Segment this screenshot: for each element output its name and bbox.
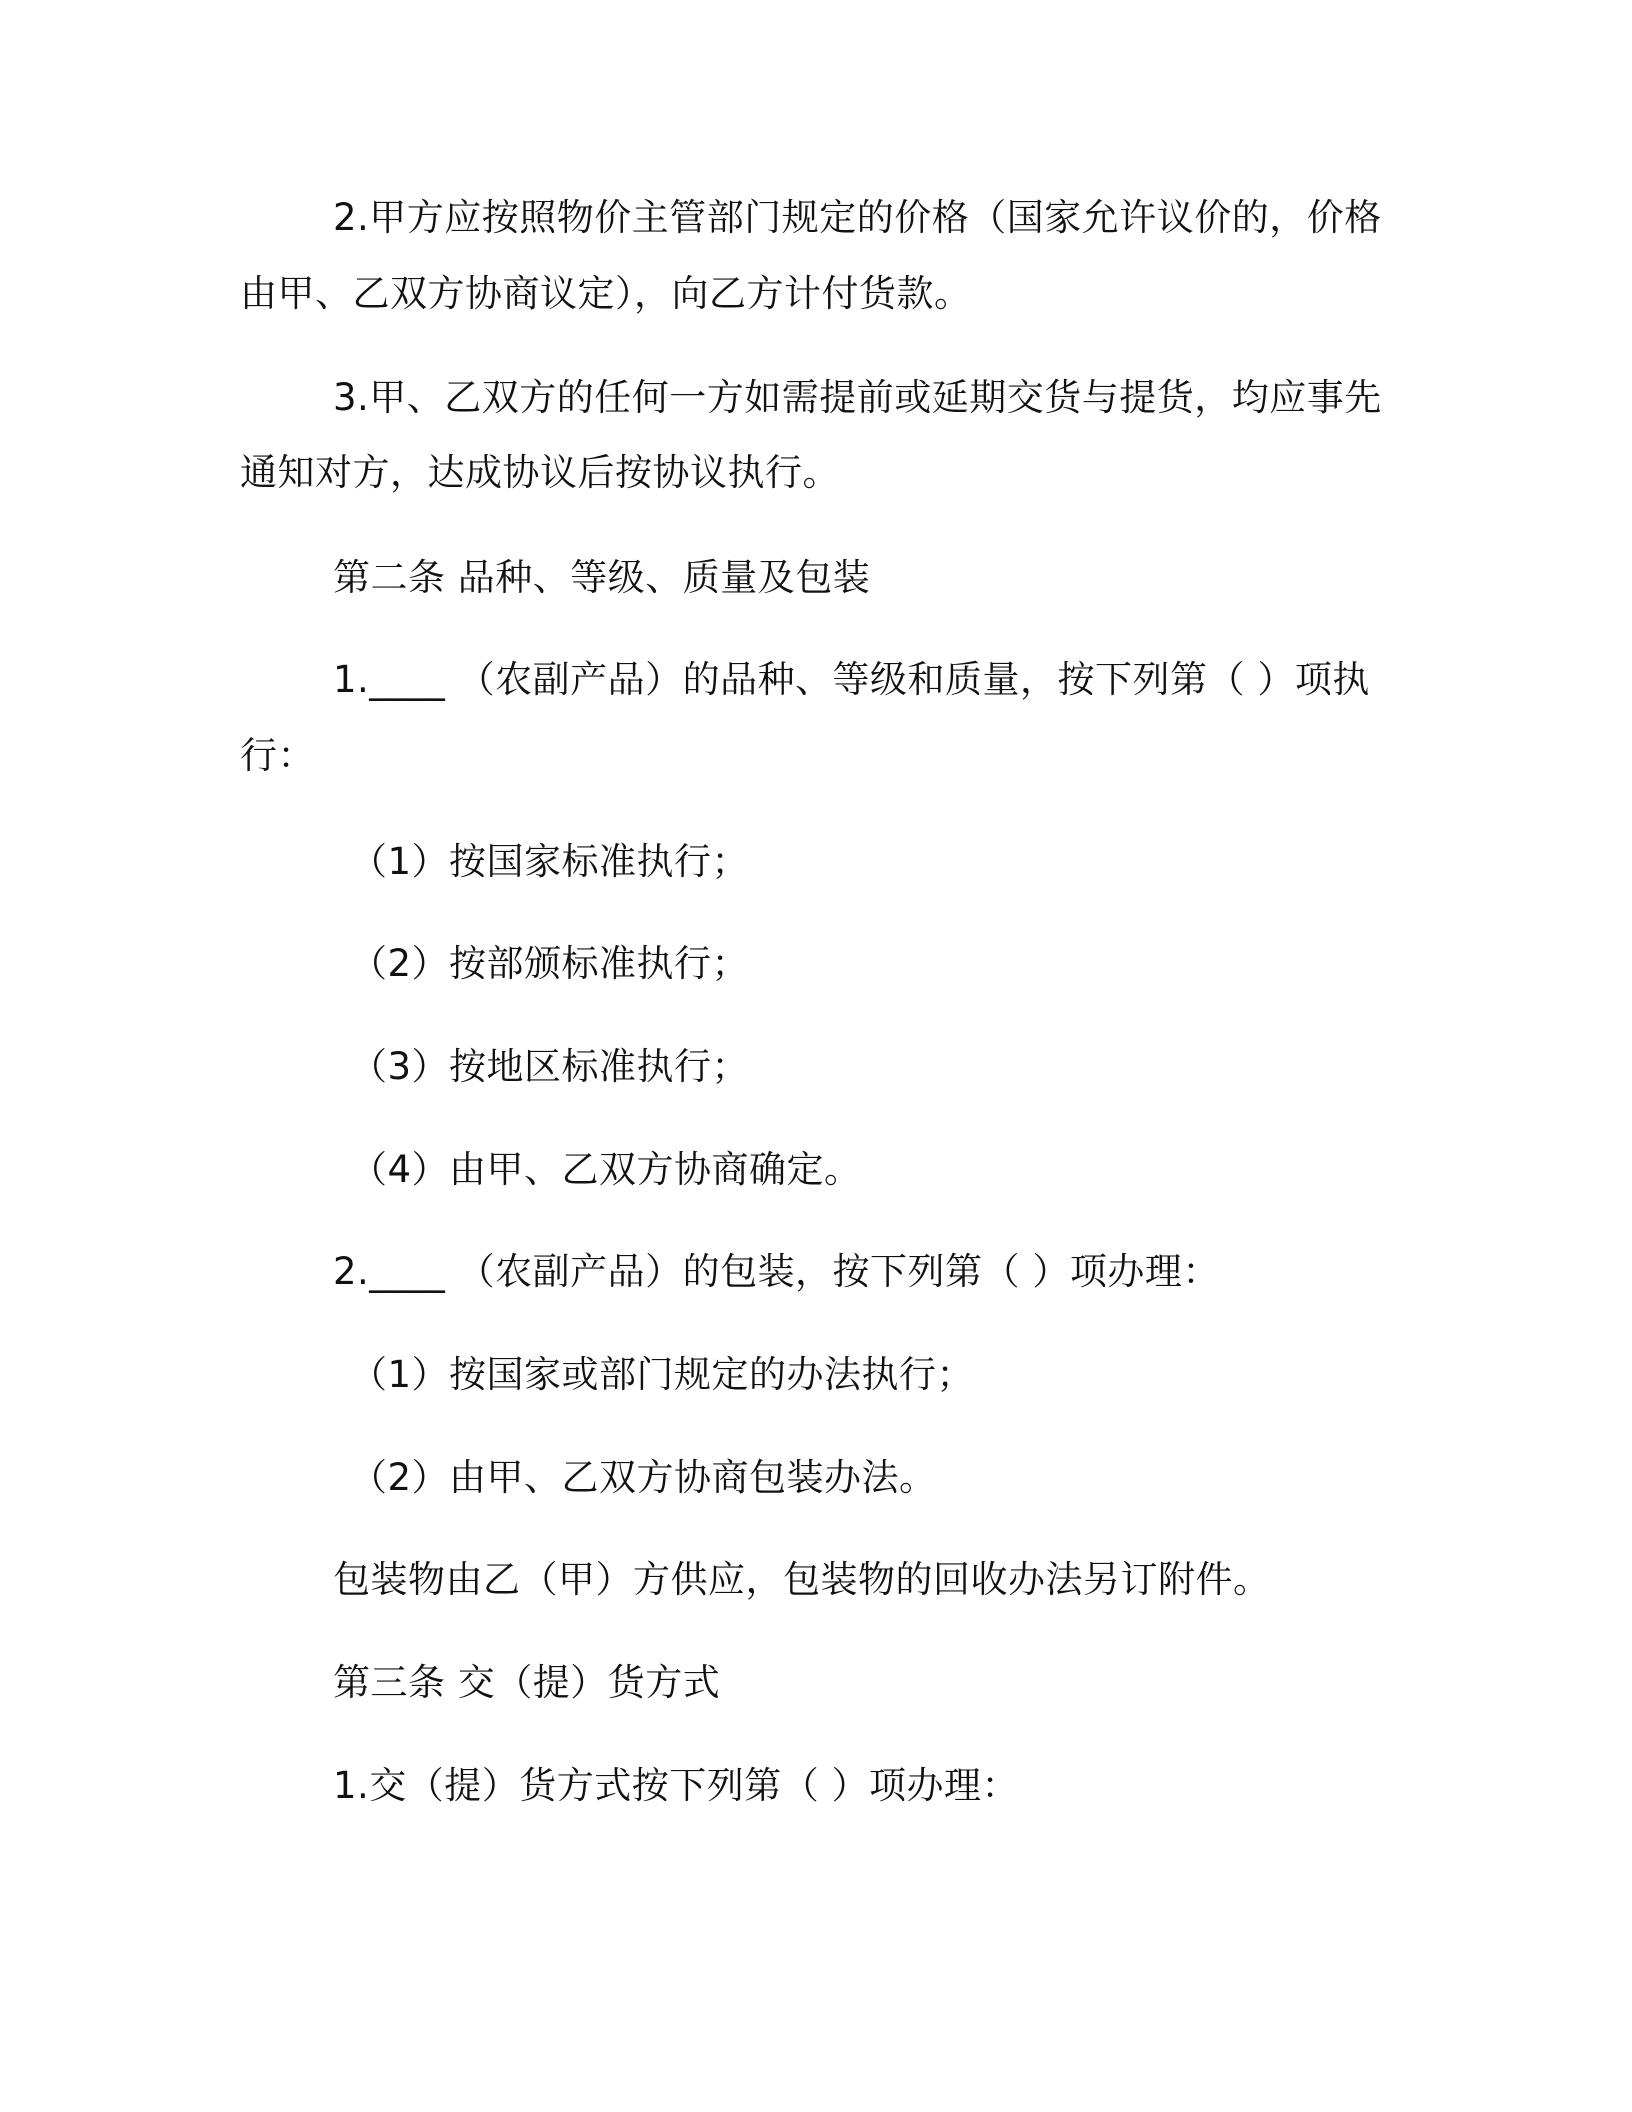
packaging-option-1: （1）按国家或部门规定的办法执行； [350,1353,975,1396]
quality-option-2: （2）按部颁标准执行； [350,942,750,985]
clause-3-delivery-notice-line-2: 通知对方，达成协议后按协议执行。 [240,451,840,494]
delivery-method-clause: 1.交（提）货方式按下列第（ ）项办理： [333,1764,1020,1807]
packaging-supply-note: 包装物由乙（甲）方供应，包装物的回收办法另订附件。 [333,1558,1271,1601]
clause-2-payment-line-1: 2.甲方应按照物价主管部门规定的价格（国家允许议价的，价格 [333,196,1382,239]
article-2-heading: 第二条 品种、等级、质量及包装 [333,556,871,599]
clause-3-delivery-notice-line-1: 3.甲、乙双方的任何一方如需提前或延期交货与提货，均应事先 [333,376,1382,419]
article-3-heading: 第三条 交（提）货方式 [333,1661,721,1704]
quality-option-1: （1）按国家标准执行； [350,840,750,883]
clause-2-payment-line-2: 由甲、乙双方协商议定），向乙方计付货款。 [240,272,972,315]
quality-clause-line-1: 1.____ （农副产品）的品种、等级和质量，按下列第（ ）项执 [333,658,1370,701]
packaging-option-2: （2）由甲、乙双方协商包装办法。 [350,1456,937,1499]
quality-option-3: （3）按地区标准执行； [350,1045,750,1088]
packaging-clause: 2.____ （农副产品）的包装，按下列第（ ）项办理： [333,1250,1220,1293]
quality-clause-line-2: 行： [240,734,315,777]
quality-option-4: （4）由甲、乙双方协商确定。 [350,1148,862,1191]
